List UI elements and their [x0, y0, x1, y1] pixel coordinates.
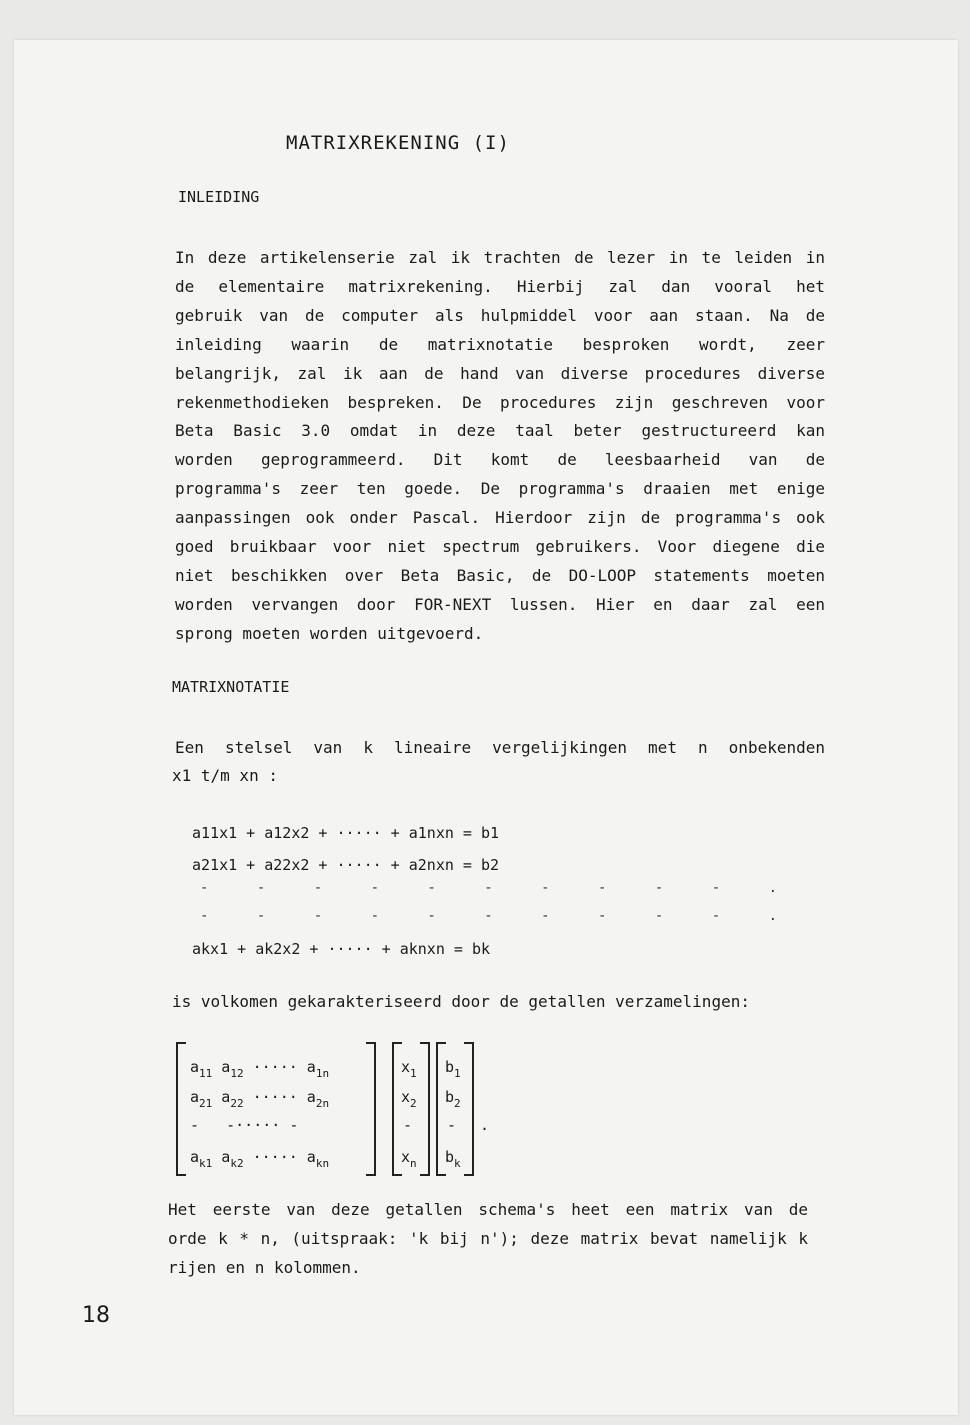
characterization-text: is volkomen gekarakteriseerd door de getallen verzamelingen:: [172, 992, 750, 1011]
text-line: Beta Basic 3.0 omdat in deze taal beter gestructureerd kan: [175, 421, 825, 441]
heading-matrixnotatie: MATRIXNOTATIE: [172, 678, 290, 696]
text-line: inleiding waarin de matrixnotatie besproken wordt, zeer: [175, 334, 825, 354]
page-title: MATRIXREKENING (I): [286, 132, 510, 154]
page-number: 18: [82, 1303, 110, 1328]
text-line: gebruik van de computer als hulpmiddel voor aan staan. Na de: [175, 305, 825, 325]
ellipsis-row: - - - - - - - - - - .: [200, 880, 798, 896]
coefficient-matrix: $a_{11}$ $a_{12}$ ····· $a_{1n}$ $a_{21}$ $a_{22}$ ····· $a_{2n}$ - -····· - $a_{k1}$ $a_{k2}$ ····· $a_{kn}$: [176, 1042, 376, 1176]
intro-text: [175, 734, 825, 763]
text-line: aanpassingen ook onder Pascal. Hierdoor zijn de programma's ook: [175, 508, 825, 528]
text-line: Een stelsel van k lineaire vergelijkingen met n onbekenden: [175, 738, 825, 757]
equation-row-k: akx1 + ak2x2 + ····· + aknxn = bk: [192, 940, 491, 958]
text-line: Het eerste van deze getallen schema's heet een matrix van de: [168, 1200, 808, 1219]
heading-inleiding: INLEIDING: [178, 188, 260, 206]
text-line: orde k * n, (uitspraak: 'k bij n'); deze matrix bevat namelijk k: [168, 1228, 808, 1248]
text-line: rijen en n kolommen.: [168, 1257, 361, 1277]
constants-vector: $b_1$ $b_2$ - $b_k$: [436, 1042, 474, 1176]
ellipsis-row: - - - - - - - - - - .: [200, 908, 798, 924]
text-line: rekenmethodieken bespreken. De procedures zijn geschreven voor: [175, 392, 825, 412]
paragraph-inleiding: [175, 244, 825, 649]
equation-row-2: a21x1 + a22x2 + ····· + a2nxn = b2: [192, 856, 500, 874]
text-line: sprong moeten worden uitgevoerd.: [175, 623, 484, 643]
text-line: niet beschikken over Beta Basic, de DO-LOOP statements moeten: [175, 565, 825, 585]
text-line: worden vervangen door FOR-NEXT lussen. Hier en daar zal een: [175, 594, 825, 614]
text-line: In deze artikelenserie zal ik trachten de lezer in te leiden in: [175, 248, 825, 267]
period-mark: .: [480, 1116, 490, 1134]
paragraph-closing: [168, 1196, 808, 1283]
text-line: belangrijk, zal ik aan de hand van diverse procedures diverse: [175, 363, 825, 383]
text-line: programma's zeer ten goede. De programma's draaien met enige: [175, 479, 825, 499]
unknowns-vector: $x_1$ $x_2$ - $x_n$: [392, 1042, 430, 1176]
equation-row-1: a11x1 + a12x2 + ····· + a1nxn = b1: [192, 824, 500, 842]
text-line: goed bruikbaar voor niet spectrum gebruikers. Voor diegene die: [175, 537, 825, 557]
text-line: worden geprogrammeerd. Dit komt de leesbaarheid van de: [175, 450, 825, 470]
unknowns-range: x1 t/m xn :: [172, 766, 278, 785]
text-line: de elementaire matrixrekening. Hierbij zal dan vooral het: [175, 276, 825, 296]
